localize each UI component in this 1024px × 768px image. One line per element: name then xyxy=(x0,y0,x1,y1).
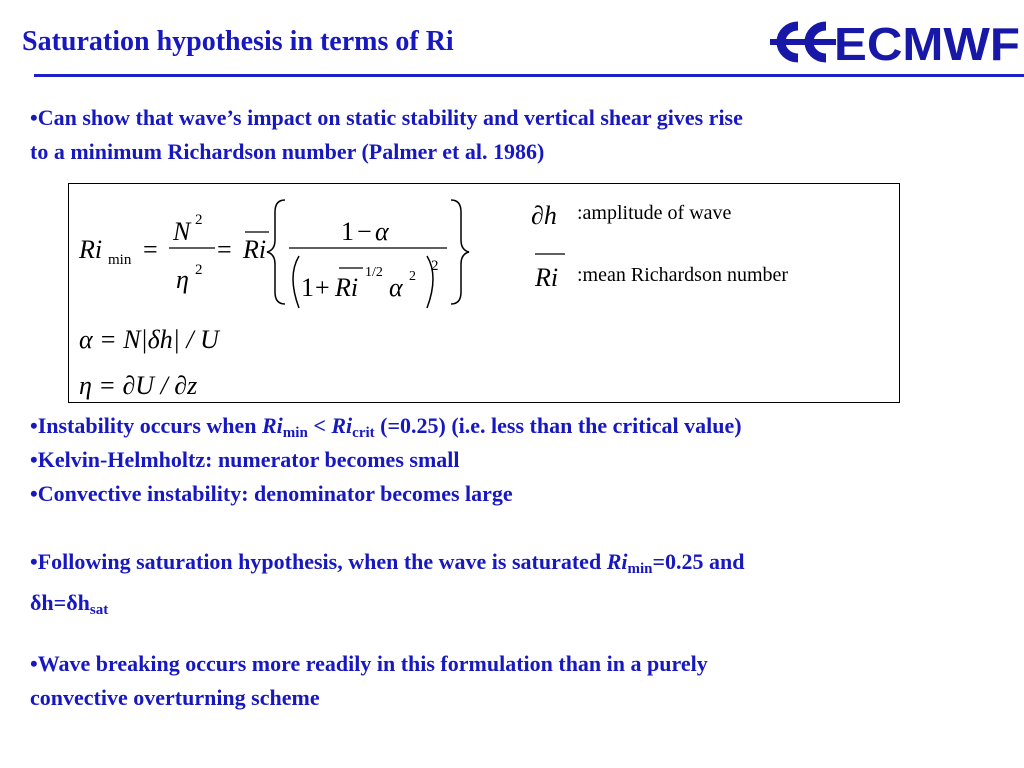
ri-legend-symbol: Ri xyxy=(535,263,559,292)
dh-symbol: ∂h xyxy=(531,201,557,230)
ri-mean-symbol: Ri xyxy=(243,235,267,264)
dh-equation: δh=δh xyxy=(30,590,90,615)
title-underline xyxy=(34,74,1024,77)
ri-crit-inline: Ri xyxy=(331,413,353,438)
numerator-alpha: α xyxy=(375,217,389,246)
equals-sign-1: = xyxy=(143,235,158,264)
paren-exponent: 2 xyxy=(431,258,439,274)
right-brace xyxy=(451,200,469,304)
denominator-one: 1 xyxy=(301,273,314,302)
bullet-wave-breaking xyxy=(30,647,970,715)
bullet-saturation-tail: =0.25 and xyxy=(652,549,745,574)
slide-title: Saturation hypothesis in terms of Ri xyxy=(22,26,454,57)
denominator-plus: + xyxy=(315,273,330,302)
eta-symbol: η xyxy=(176,265,189,294)
ri-min-inline: Ri xyxy=(262,413,283,438)
equations-svg xyxy=(69,184,901,404)
bullet-instability-tail: (=0.25) (i.e. less than the critical value) xyxy=(374,413,742,438)
numerator-one: 1 xyxy=(341,217,354,246)
bullet-convective: •Convective instability: denominator becomes large xyxy=(30,481,513,506)
bullet-kelvin-helmholtz: •Kelvin-Helmholtz: numerator becomes small xyxy=(30,447,460,472)
bullet-instability-text: •Instability occurs when xyxy=(30,413,262,438)
dh-label: :amplitude of wave xyxy=(577,202,732,224)
min-subscript-inline: min xyxy=(282,425,308,441)
intro-line-2: to a minimum Richardson number (Palmer et al. 1986) xyxy=(30,139,545,164)
crit-subscript-inline: crit xyxy=(352,425,375,441)
intro-line-1: •Can show that wave’s impact on static stability and vertical shear gives rise xyxy=(30,105,743,130)
left-paren xyxy=(293,256,299,308)
ecmwf-logo xyxy=(764,16,1022,68)
alpha-exponent: 2 xyxy=(409,269,416,284)
eta-exponent: 2 xyxy=(195,262,203,278)
ri-min-saturation: Ri xyxy=(606,549,628,574)
n-exponent: 2 xyxy=(195,212,203,228)
ri-min-symbol: Ri xyxy=(79,235,103,264)
eta-definition: η = ∂U / ∂z xyxy=(79,371,198,400)
alpha-definition: α = N|δh| / U xyxy=(79,325,219,354)
equation-box xyxy=(68,183,900,403)
ecmwf-logo-text: ECMWF xyxy=(834,18,1020,68)
ri-label: :mean Richardson number xyxy=(577,264,789,286)
min-subscript-saturation: min xyxy=(627,561,653,577)
intro-paragraph xyxy=(30,101,970,169)
bullet-saturation-text: •Following saturation hypothesis, when the wave is saturated xyxy=(30,549,607,574)
ri-min-subscript: min xyxy=(108,252,132,268)
denominator-alpha: α xyxy=(389,273,403,302)
less-than: < xyxy=(307,413,332,438)
numerator-minus: − xyxy=(357,217,372,246)
sat-subscript: sat xyxy=(89,602,109,618)
half-exponent: 1/2 xyxy=(365,265,383,280)
denominator-ri: Ri xyxy=(335,273,359,302)
n-symbol: N xyxy=(173,217,191,246)
left-brace xyxy=(267,200,285,304)
bullet-saturation xyxy=(30,545,970,627)
bullet-wave-breaking-line-1: •Wave breaking occurs more readily in this formulation than in a purely xyxy=(30,651,708,676)
equals-sign-2: = xyxy=(217,235,232,264)
bullet-wave-breaking-line-2: convective overturning scheme xyxy=(30,685,320,710)
